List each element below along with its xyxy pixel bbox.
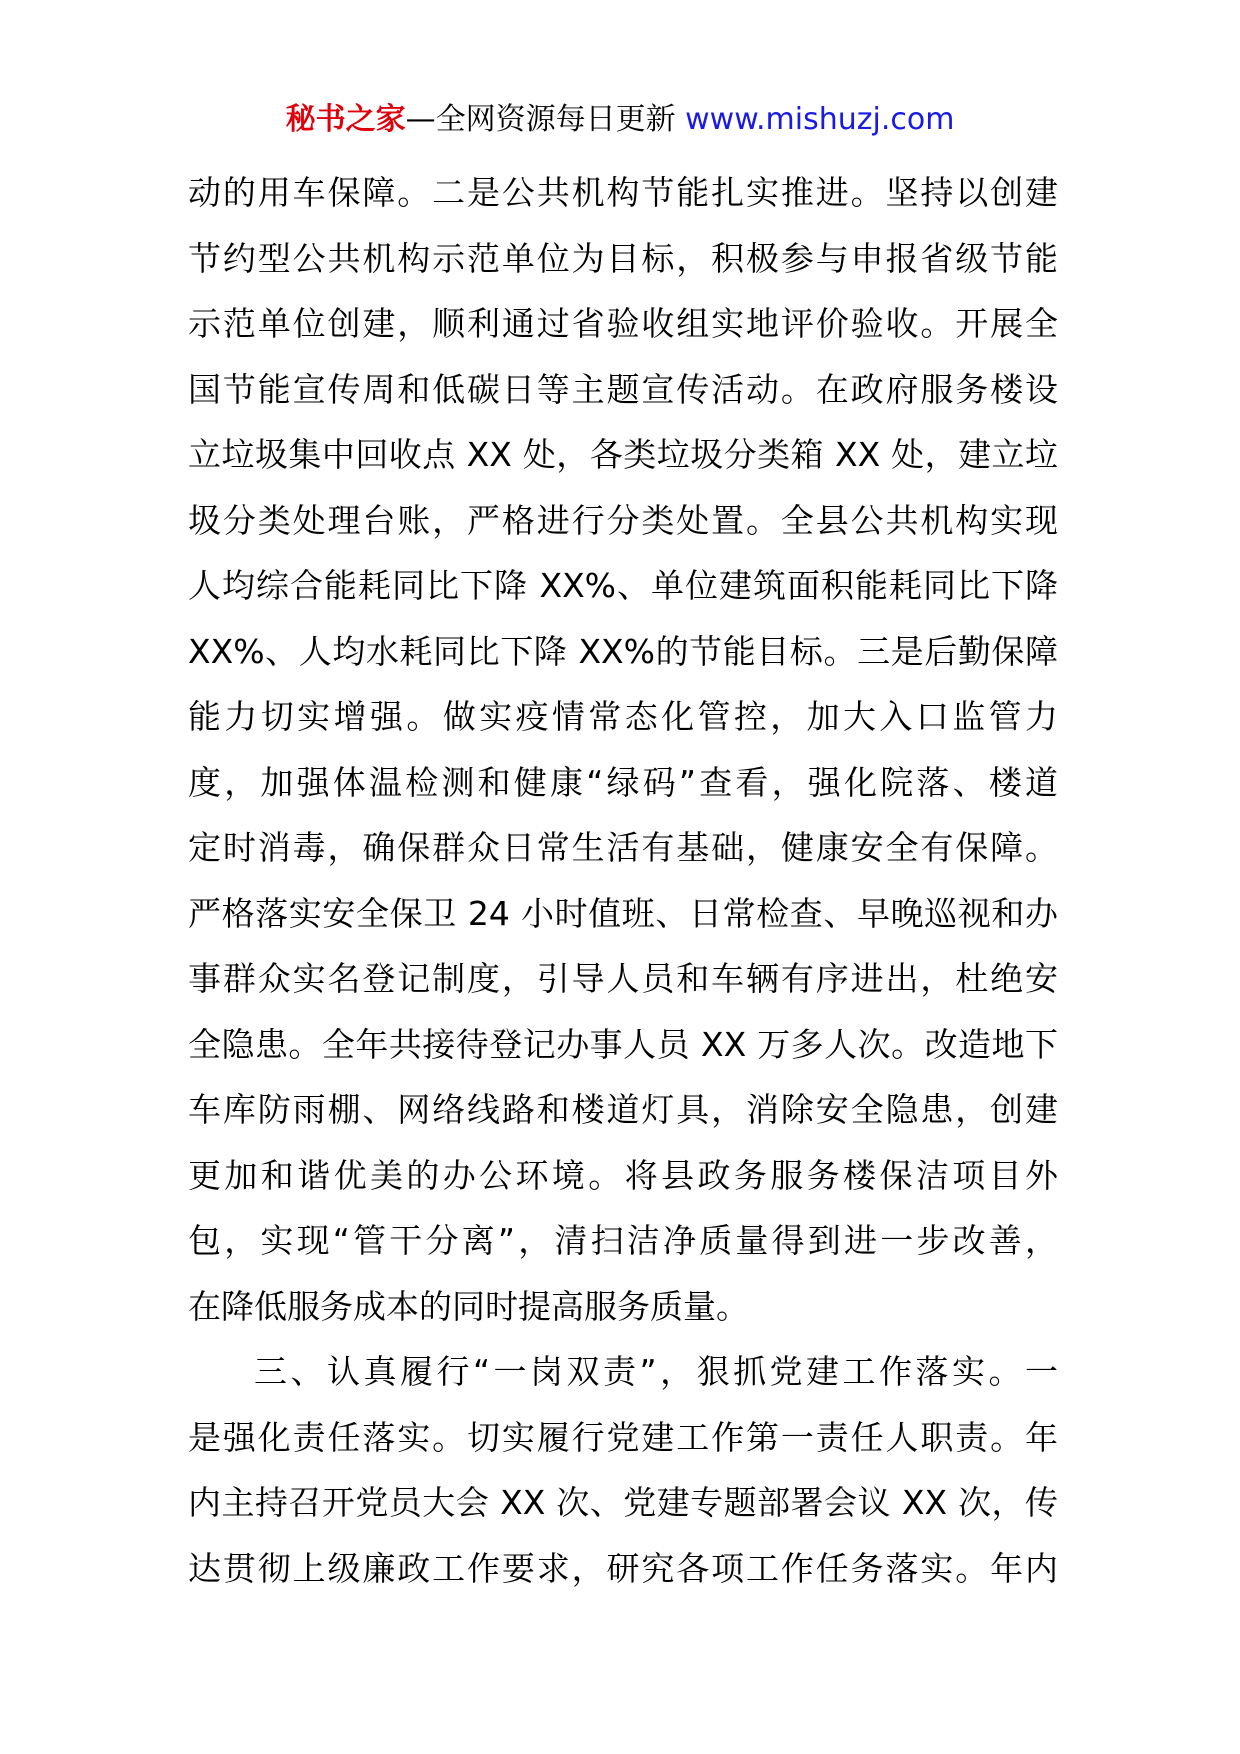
document-body (188, 160, 1058, 1601)
text-line: 人均综合能耗同比下降 XX%、单位建筑面积能耗同比下降 (188, 566, 1058, 605)
section-heading-line: 三、认真履行“一岗双责”，狠抓党建工作落实。一 (254, 1352, 1058, 1391)
site-url-link[interactable]: www.mishuzj.com (685, 102, 955, 137)
text-line: 更加和谐优美的办公环境。将县政务服务楼保洁项目外 (188, 1155, 1058, 1195)
text-line: 国节能宣传周和低碳日等主题宣传活动。在政府服务楼设 (188, 369, 1058, 409)
text-line: 严格落实安全保卫 24 小时值班、日常检查、早晚巡视和办 (188, 893, 1058, 933)
text-line: 圾分类处理台账，严格进行分类处置。全县公共机构实现 (188, 500, 1058, 540)
text-line: 节约型公共机构示范单位为目标，积极参与申报省级节能 (188, 238, 1058, 278)
text-line: XX%、人均水耗同比下降 XX%的节能目标。三是后勤保障 (188, 631, 1058, 671)
site-header (0, 98, 1240, 142)
text-line: 示范单位创建，顺利通过省验收组实地评价验收。开展全 (188, 304, 1058, 343)
text-line: 事群众实名登记制度，引导人员和车辆有序进出，杜绝安 (188, 959, 1058, 998)
paragraph-end-line: 在降低服务成本的同时提高服务质量。 (188, 1286, 749, 1326)
text-line: 包，实现“管干分离”，清扫洁净质量得到进一步改善， (188, 1221, 1058, 1260)
text-line: 是强化责任落实。切实履行党建工作第一责任人职责。年 (188, 1417, 1058, 1457)
header-tagline: —全网资源每日更新 (405, 102, 686, 137)
text-line: 车库防雨棚、网络线路和楼道灯具，消除安全隐患，创建 (188, 1090, 1058, 1129)
brand-name: 秘书之家 (285, 102, 406, 137)
text-line: 动的用车保障。二是公共机构节能扎实推进。坚持以创建 (188, 173, 1058, 212)
text-line: 能力切实增强。做实疫情常态化管控，加大入口监管力 (188, 697, 1058, 736)
text-line: 度，加强体温检测和健康“绿码”查看，强化院落、楼道 (188, 762, 1058, 802)
text-line: 全隐患。全年共接待登记办事人员 XX 万多人次。改造地下 (188, 1024, 1058, 1064)
text-line: 达贯彻上级廉政工作要求，研究各项工作任务落实。年内 (188, 1548, 1058, 1588)
text-line: 内主持召开党员大会 XX 次、党建专题部署会议 XX 次，传 (188, 1483, 1058, 1522)
text-line: 定时消毒，确保群众日常生活有基础，健康安全有保障。 (188, 828, 1058, 867)
text-line: 立垃圾集中回收点 XX 处，各类垃圾分类箱 XX 处，建立垃 (188, 435, 1058, 474)
